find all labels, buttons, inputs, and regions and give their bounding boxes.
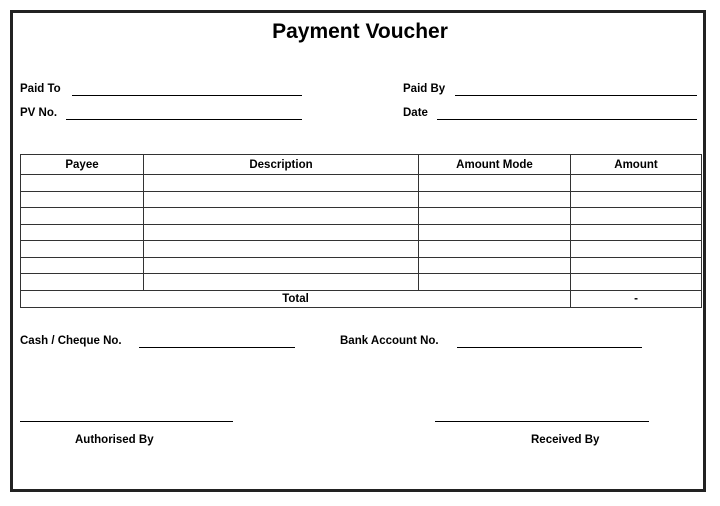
total-amount: - bbox=[571, 290, 702, 307]
amount-mode-cell[interactable] bbox=[419, 208, 571, 225]
total-row bbox=[21, 290, 702, 307]
table-row bbox=[21, 224, 702, 241]
pv-no-field[interactable] bbox=[66, 119, 302, 120]
payee-cell[interactable] bbox=[21, 208, 144, 225]
pv-no-label: PV No. bbox=[20, 107, 58, 119]
authorised-by-label: Authorised By bbox=[75, 434, 154, 446]
description-cell[interactable] bbox=[144, 241, 419, 258]
payee-cell[interactable] bbox=[21, 224, 144, 241]
description-cell[interactable] bbox=[144, 224, 419, 241]
amount-cell[interactable] bbox=[571, 175, 702, 192]
amount-cell[interactable] bbox=[571, 241, 702, 258]
amount-mode-cell[interactable] bbox=[419, 274, 571, 291]
description-cell[interactable] bbox=[144, 175, 419, 192]
amount-cell[interactable] bbox=[571, 191, 702, 208]
cash-cheque-no-label: Cash / Cheque No. bbox=[20, 335, 122, 347]
description-cell[interactable] bbox=[144, 274, 419, 291]
received-by-label: Received By bbox=[531, 434, 600, 446]
cash-cheque-no-field[interactable] bbox=[139, 347, 295, 348]
table-row bbox=[21, 257, 702, 274]
total-label: Total bbox=[21, 290, 571, 307]
authorised-by-signature-line[interactable] bbox=[20, 421, 233, 422]
amount-cell[interactable] bbox=[571, 257, 702, 274]
amount-cell[interactable] bbox=[571, 274, 702, 291]
payee-cell[interactable] bbox=[21, 191, 144, 208]
amount-cell[interactable] bbox=[571, 208, 702, 225]
table-row bbox=[21, 274, 702, 291]
page-title: Payment Voucher bbox=[272, 20, 448, 43]
table-row bbox=[21, 191, 702, 208]
column-header-amount: Amount bbox=[571, 155, 702, 175]
table-row bbox=[21, 208, 702, 225]
payee-cell[interactable] bbox=[21, 274, 144, 291]
bank-account-no-field[interactable] bbox=[457, 347, 642, 348]
column-header-description: Description bbox=[144, 155, 419, 175]
column-header-amount-mode: Amount Mode bbox=[419, 155, 571, 175]
amount-mode-cell[interactable] bbox=[419, 257, 571, 274]
description-cell[interactable] bbox=[144, 257, 419, 274]
table-row bbox=[21, 241, 702, 258]
date-label: Date bbox=[403, 107, 428, 119]
payee-cell[interactable] bbox=[21, 175, 144, 192]
amount-mode-cell[interactable] bbox=[419, 175, 571, 192]
paid-to-field[interactable] bbox=[72, 95, 302, 96]
payee-cell[interactable] bbox=[21, 241, 144, 258]
payee-cell[interactable] bbox=[21, 257, 144, 274]
column-header-payee: Payee bbox=[21, 155, 144, 175]
received-by-signature-line[interactable] bbox=[435, 421, 649, 422]
table-row bbox=[21, 175, 702, 192]
date-field[interactable] bbox=[437, 119, 697, 120]
table-header-row bbox=[21, 155, 702, 175]
description-cell[interactable] bbox=[144, 191, 419, 208]
paid-to-label: Paid To bbox=[20, 83, 61, 95]
paid-by-field[interactable] bbox=[455, 95, 697, 96]
amount-cell[interactable] bbox=[571, 224, 702, 241]
paid-by-label: Paid By bbox=[403, 83, 446, 95]
amount-mode-cell[interactable] bbox=[419, 224, 571, 241]
bank-account-no-label: Bank Account No. bbox=[340, 335, 439, 347]
payment-table bbox=[20, 154, 702, 308]
amount-mode-cell[interactable] bbox=[419, 241, 571, 258]
amount-mode-cell[interactable] bbox=[419, 191, 571, 208]
description-cell[interactable] bbox=[144, 208, 419, 225]
